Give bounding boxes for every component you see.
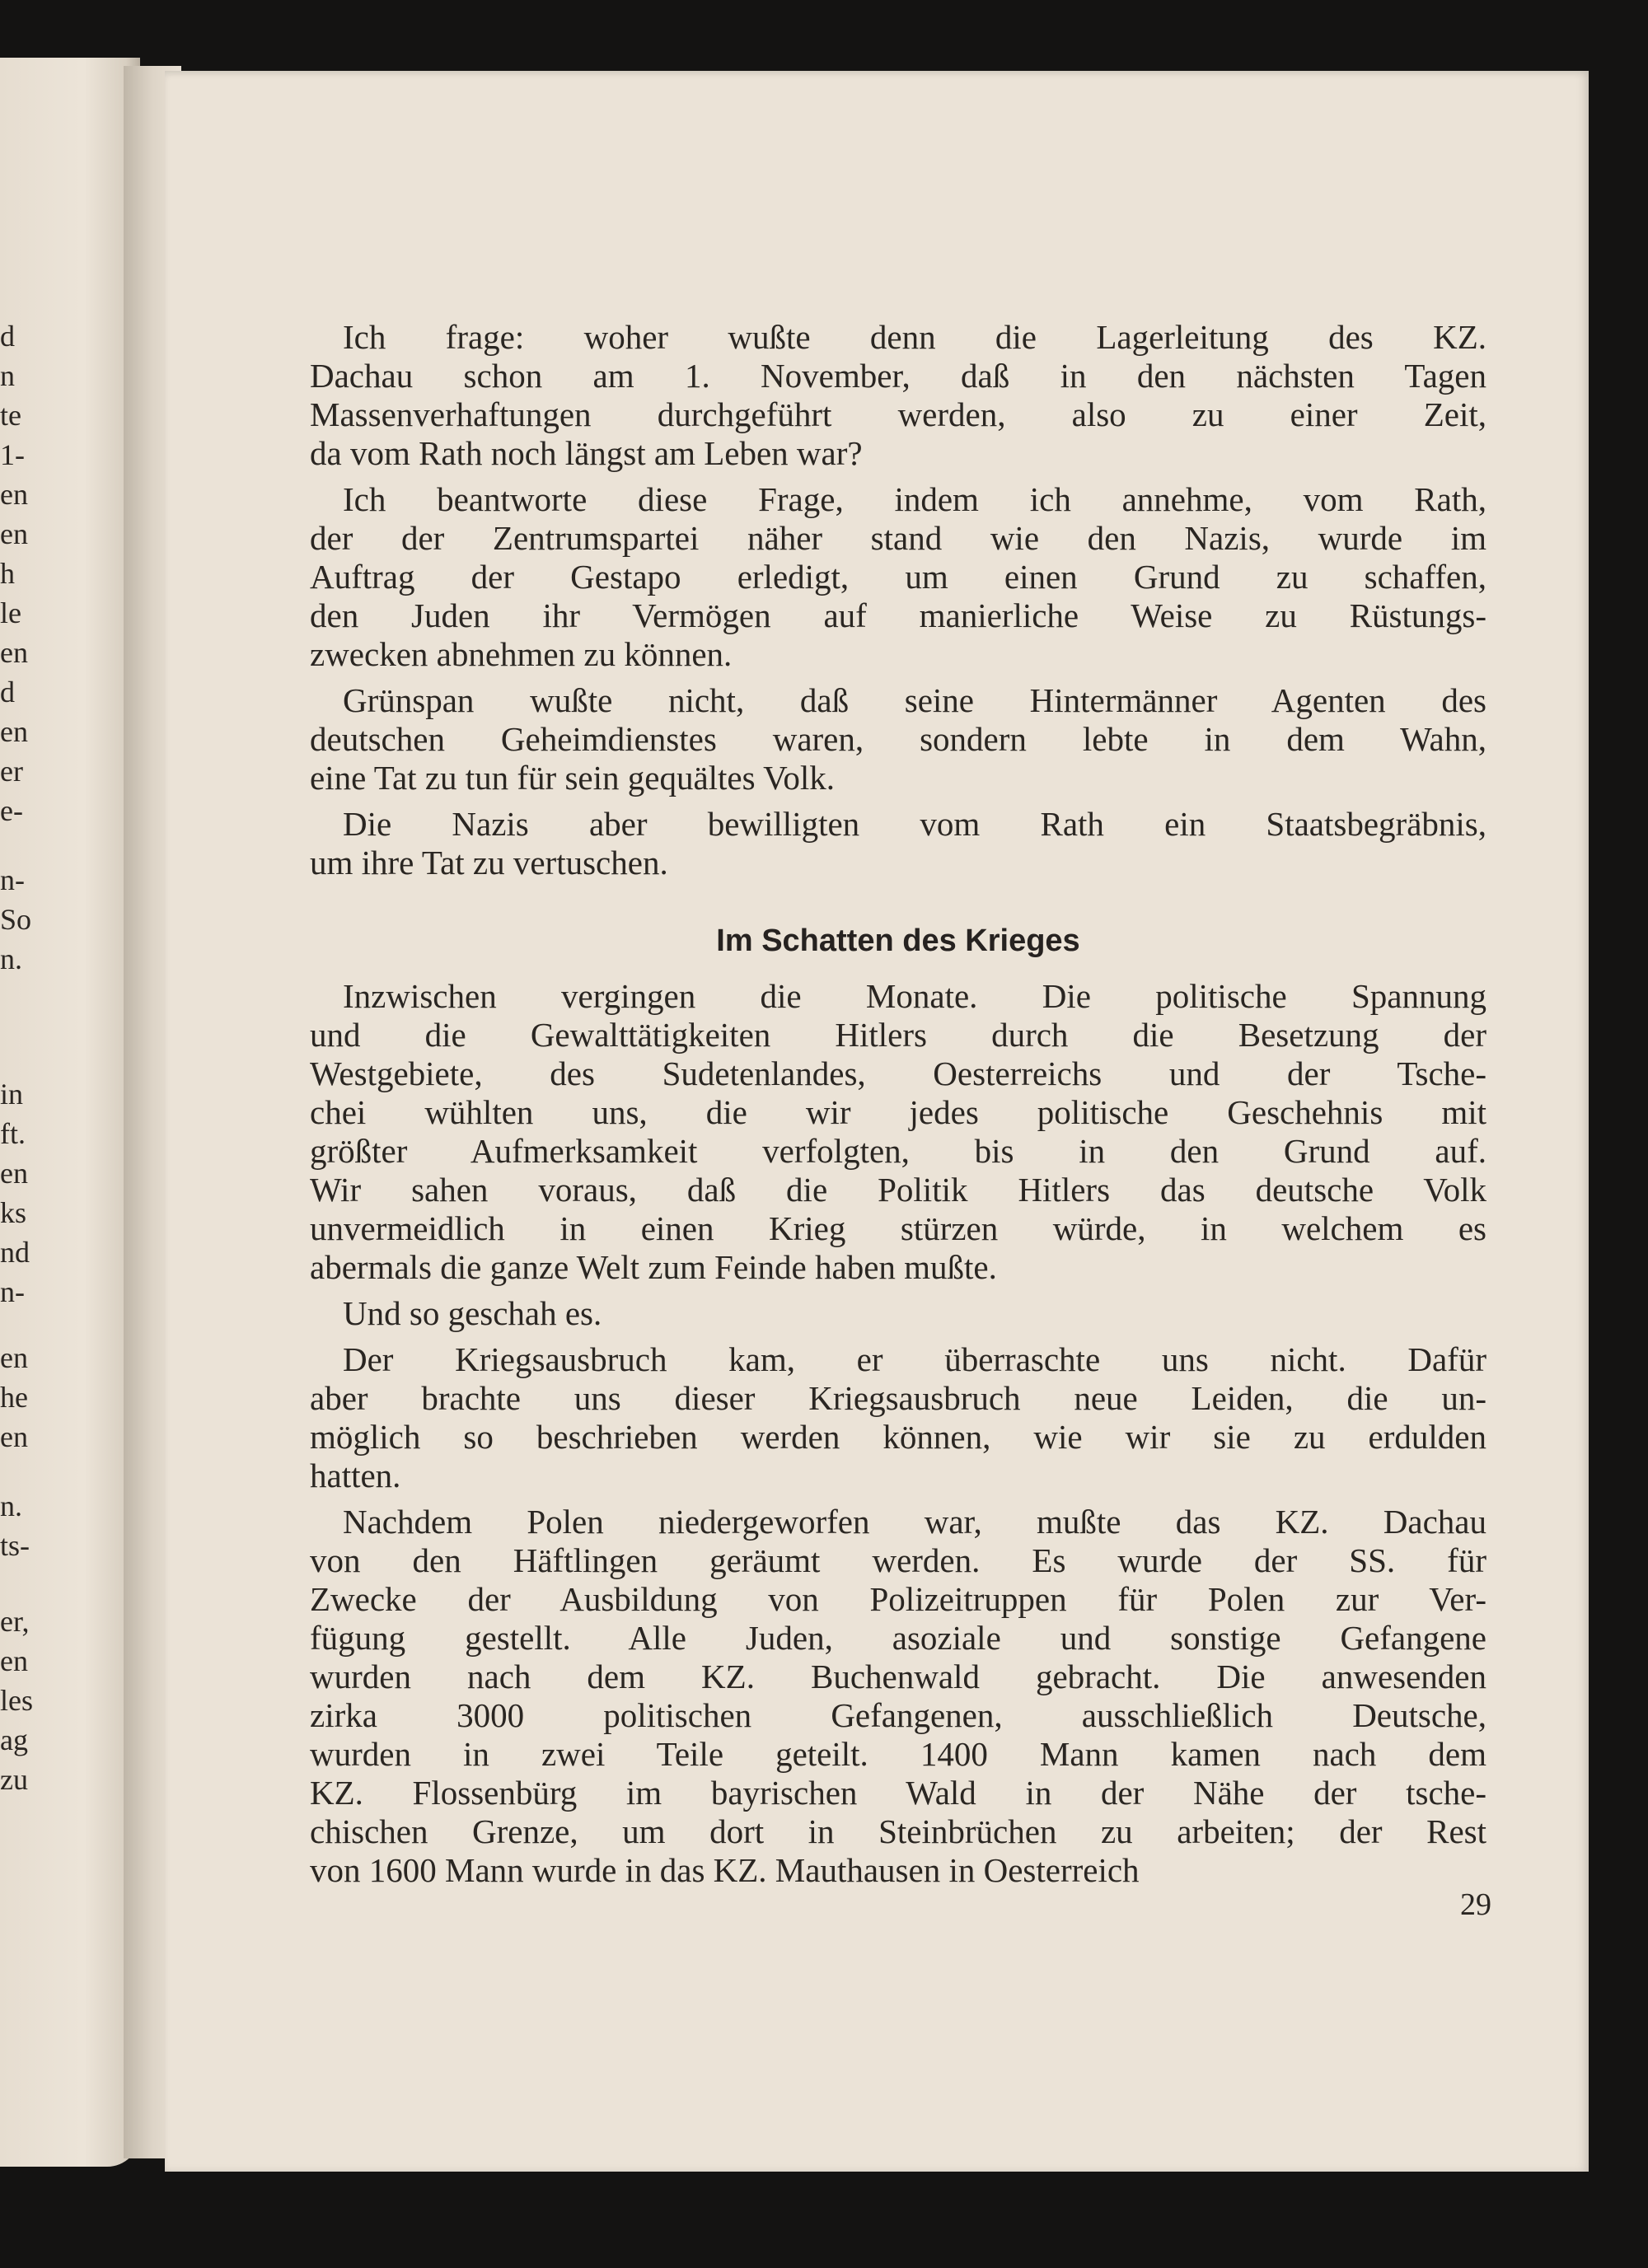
left-page-fragment: nd (0, 1236, 30, 1269)
text-line: zirka 3000 politischen Gefangenen, ausschließlich Deutsche, (310, 1696, 1486, 1734)
left-page-fragment: le (0, 596, 21, 629)
text-line: chei wühlten uns, die wir jedes politische Geschehnis mit (310, 1093, 1486, 1131)
text-line: und die Gewalttätigkeiten Hitlers durch die Besetzung der (310, 1016, 1486, 1054)
left-page-fragment: ks (0, 1196, 27, 1229)
left-page-fragment: en (0, 478, 28, 511)
text-line: fügung gestellt. Alle Juden, asoziale und sonstige Gefangene (310, 1619, 1486, 1657)
left-page-fragment: n- (0, 1275, 25, 1308)
text-line: Der Kriegsausbruch kam, er überraschte uns nicht. Dafür (343, 1340, 1486, 1378)
left-page-fragment: n. (0, 942, 22, 975)
text-line: Grünspan wußte nicht, daß seine Hintermänner Agenten des (343, 681, 1486, 719)
text-line: um ihre Tat zu vertuschen. (310, 844, 668, 881)
left-page-fragment: zu (0, 1763, 28, 1796)
text-line: deutschen Geheimdienstes waren, sondern lebte in dem Wahn, (310, 720, 1486, 758)
text-line: hatten. (310, 1457, 401, 1494)
text-line: wurden nach dem KZ. Buchenwald gebracht. Die anwesenden (310, 1658, 1486, 1695)
left-page-fragment: les (0, 1684, 33, 1717)
text-line: eine Tat zu tun für sein gequältes Volk. (310, 759, 836, 797)
paragraph (310, 805, 1486, 882)
text-line: unvermeidlich in einen Krieg stürzen würde, in welchem es (310, 1209, 1486, 1247)
text-line: aber brachte uns dieser Kriegsausbruch neue Leiden, die un- (310, 1379, 1486, 1417)
left-page-fragment: en (0, 715, 28, 748)
left-page-fragment: en (0, 1644, 28, 1677)
paragraph (310, 318, 1486, 473)
left-page-fragment: en (0, 1420, 28, 1453)
section-heading: Im Schatten des Krieges (716, 924, 1080, 958)
page-body (310, 318, 1486, 1897)
left-page-fragment: er, (0, 1605, 30, 1638)
text-line: KZ. Flossenbürg im bayrischen Wald in der Nähe der tsche- (310, 1774, 1486, 1812)
text-line: Massenverhaftungen durchgeführt werden, also zu einer Zeit, (310, 395, 1486, 433)
left-page-fragment: in (0, 1078, 24, 1111)
page-number: 29 (1460, 1887, 1491, 1922)
text-line: Und so geschah es. (343, 1294, 602, 1332)
right-page (165, 71, 1589, 2172)
left-page-fragment: en (0, 517, 28, 550)
paragraph (310, 1503, 1486, 1890)
paragraphs-before-heading (310, 318, 1486, 882)
left-page-fragment: ft. (0, 1117, 26, 1150)
text-line: möglich so beschrieben werden können, wie wir sie zu erdulden (310, 1418, 1486, 1456)
left-page-fragment: n- (0, 863, 25, 896)
left-page-fragment: 1- (0, 438, 25, 471)
left-page-fragment: er (0, 755, 23, 788)
paragraph (310, 681, 1486, 797)
text-line: der der Zentrumspartei näher stand wie den Nazis, wurde im (310, 519, 1486, 557)
left-page-fragment: he (0, 1381, 28, 1414)
paragraph (310, 1294, 1486, 1333)
text-line: Westgebiete, des Sudetenlandes, Oesterreichs und der Tsche- (310, 1055, 1486, 1092)
text-line: größter Aufmerksamkeit verfolgten, bis in den Grund auf. (310, 1132, 1486, 1170)
paragraph (310, 1340, 1486, 1495)
left-page-fragment: d (0, 320, 15, 353)
left-page-fragment: n. (0, 1489, 22, 1522)
left-page-edge (0, 58, 140, 2167)
text-line: Zwecke der Ausbildung von Polizeitruppen für Polen zur Ver- (310, 1580, 1486, 1618)
text-line: wurden in zwei Teile geteilt. 1400 Mann kamen nach dem (310, 1735, 1486, 1773)
text-line: Dachau schon am 1. November, daß in den nächsten Tagen (310, 357, 1486, 395)
left-page-fragment: te (0, 399, 21, 432)
paragraph (310, 977, 1486, 1287)
left-page-fragment: en (0, 1341, 28, 1374)
text-line: Ich frage: woher wußte denn die Lagerleitung des KZ. (343, 318, 1486, 356)
paragraph (310, 480, 1486, 674)
left-page-fragment: So (0, 903, 32, 936)
text-line: von den Häftlingen geräumt werden. Es wurde der SS. für (310, 1541, 1486, 1579)
text-line: abermals die ganze Welt zum Feinde haben mußte. (310, 1248, 997, 1286)
left-page-fragment: en (0, 1157, 28, 1190)
text-line: Nachdem Polen niedergeworfen war, mußte das KZ. Dachau (343, 1503, 1486, 1541)
text-line: da vom Rath noch längst am Leben war? (310, 434, 863, 472)
text-line: den Juden ihr Vermögen auf manierliche Weise zu Rüstungs- (310, 596, 1486, 634)
text-line: Die Nazis aber bewilligten vom Rath ein Staatsbegräbnis, (343, 805, 1486, 843)
text-line: von 1600 Mann wurde in das KZ. Mauthausen in Oesterreich (310, 1851, 1140, 1889)
left-page-fragment: en (0, 636, 28, 669)
left-page-fragment: ag (0, 1723, 28, 1756)
text-line: Wir sahen voraus, daß die Politik Hitlers das deutsche Volk (310, 1171, 1486, 1209)
text-line: chischen Grenze, um dort in Steinbrüchen zu arbeiten; der Rest (310, 1812, 1486, 1850)
paragraphs-after-heading (310, 977, 1486, 1890)
left-page-fragment: n (0, 359, 15, 392)
text-line: Auftrag der Gestapo erledigt, um einen Grund zu schaffen, (310, 558, 1486, 596)
text-line: Ich beantworte diese Frage, indem ich annehme, vom Rath, (343, 480, 1486, 518)
left-page-fragment: e- (0, 794, 23, 827)
text-line: Inzwischen vergingen die Monate. Die politische Spannung (343, 977, 1486, 1015)
left-page-fragment: d (0, 676, 15, 708)
left-page-fragment: h (0, 557, 15, 590)
left-page-fragment: ts- (0, 1529, 30, 1562)
text-line: zwecken abnehmen zu können. (310, 635, 733, 673)
